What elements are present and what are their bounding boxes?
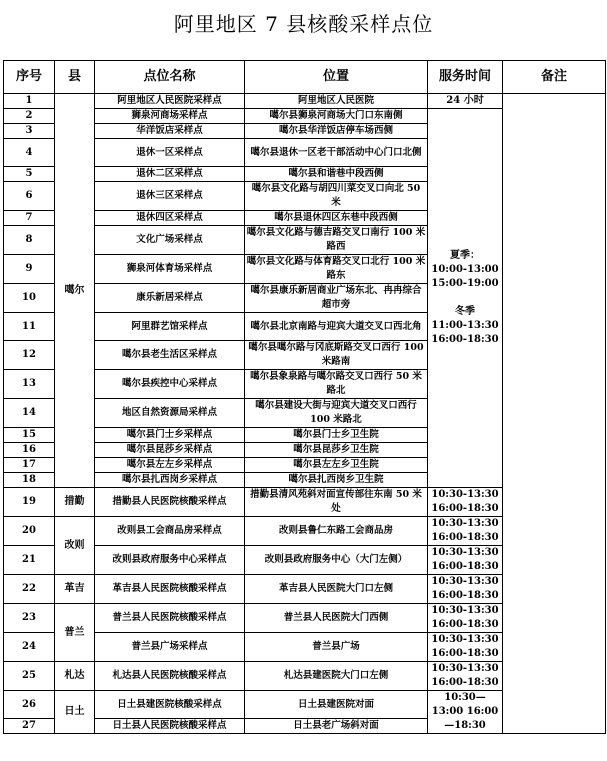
site-name-cell: 狮泉河体育场采样点	[95, 255, 245, 284]
row-index: 20	[4, 517, 55, 546]
site-name-cell: 噶尔县门士乡采样点	[95, 428, 245, 443]
table-row	[4, 94, 606, 109]
location-cell: 噶尔县退休一区老干部活动中心门口北侧	[245, 139, 428, 167]
site-name-cell: 改则县政府服务中心采样点	[95, 546, 245, 575]
site-name-cell: 噶尔县老生活区采样点	[95, 341, 245, 370]
row-index: 25	[4, 662, 55, 691]
location-cell: 噶尔县噶尔路与冈底斯路交叉口西行 100 米路南	[245, 341, 428, 370]
location-cell: 噶尔县文化路与体育路交叉口北行 100 米路东	[245, 255, 428, 284]
row-index: 21	[4, 546, 55, 575]
site-name-cell: 退休三区采样点	[95, 182, 245, 211]
row-index: 12	[4, 341, 55, 370]
service-time-cell-garr	[428, 109, 503, 488]
row-index: 15	[4, 428, 55, 443]
garr-hours-winter-label: 冬季	[455, 306, 475, 317]
header-index: 序号	[4, 61, 55, 94]
sampling-sites-table	[3, 60, 606, 734]
service-time-cell: 10:30-13:30 16:00-18:30	[428, 488, 503, 517]
site-name-cell: 日土县建医院核酸采样点	[95, 691, 245, 719]
row-index: 7	[4, 211, 55, 226]
row-index: 26	[4, 691, 55, 719]
location-cell: 噶尔县退休四区东巷中段西侧	[245, 211, 428, 226]
location-cell: 日土县老广场斜对面	[245, 719, 428, 734]
site-name-cell: 改则县工会商品房采样点	[95, 517, 245, 546]
garr-hours-summer-2: 15:00-19:00	[431, 278, 499, 289]
site-name-cell: 康乐新居采样点	[95, 284, 245, 313]
site-name-cell: 日土县人民医院核酸采样点	[95, 719, 245, 734]
site-name-cell: 噶尔县昆莎乡采样点	[95, 443, 245, 458]
site-name-cell: 文化广场采样点	[95, 226, 245, 255]
site-name-cell: 狮泉河商场采样点	[95, 109, 245, 124]
row-index: 24	[4, 633, 55, 662]
location-cell: 日土县建医院对面	[245, 691, 428, 719]
page-title: 阿里地区 7 县核酸采样点位	[173, 12, 434, 36]
row-index: 19	[4, 488, 55, 517]
header-row	[4, 61, 606, 94]
row-index: 6	[4, 182, 55, 211]
location-cell: 措勤县清风苑斜对面宣传部往东南 50 米处	[245, 488, 428, 517]
row-index: 9	[4, 255, 55, 284]
site-name-cell: 普兰县广场采样点	[95, 633, 245, 662]
location-cell: 噶尔县左左乡卫生院	[245, 458, 428, 473]
county-cell: 革吉	[55, 575, 95, 604]
location-cell: 改则县政府服务中心（大门左侧）	[245, 546, 428, 575]
header-county: 县	[55, 61, 95, 94]
site-name-cell: 退休一区采样点	[95, 139, 245, 167]
garr-hours-winter-1: 11:00-13:30	[431, 320, 499, 331]
row-index: 10	[4, 284, 55, 313]
service-time-cell: 10:30-13:30 16:00-18:30	[428, 633, 503, 662]
county-cell: 改则	[55, 517, 95, 575]
header-location: 位置	[245, 61, 428, 94]
site-name-cell: 阿里群艺馆采样点	[95, 313, 245, 341]
site-name-cell: 噶尔县疾控中心采样点	[95, 370, 245, 399]
row-index: 8	[4, 226, 55, 255]
service-time-cell: 10:30-13:30 16:00-18:30	[428, 604, 503, 633]
row-index: 3	[4, 124, 55, 139]
service-time-cell: 10:30—13:00 16:00—18:30	[428, 691, 503, 734]
county-cell: 普兰	[55, 604, 95, 662]
remarks-cell	[503, 94, 606, 734]
site-name-cell: 革吉县人民医院核酸采样点	[95, 575, 245, 604]
service-time-cell: 10:30-13:30 16:00-18:30	[428, 517, 503, 546]
location-cell: 噶尔县建设大街与迎宾大道交叉口西行 100 米路北	[245, 399, 428, 428]
location-cell: 噶尔县昆莎乡卫生院	[245, 443, 428, 458]
location-cell: 噶尔县扎西岗乡卫生院	[245, 473, 428, 488]
site-name-cell: 华洋饭店采样点	[95, 124, 245, 139]
row-index: 27	[4, 719, 55, 734]
location-cell: 噶尔县北京南路与迎宾大道交叉口西北角	[245, 313, 428, 341]
location-cell: 噶尔县狮泉河商场大门口东南侧	[245, 109, 428, 124]
row-index: 13	[4, 370, 55, 399]
site-name-cell: 噶尔县扎西岗乡采样点	[95, 473, 245, 488]
location-cell: 噶尔县文化路与德吉路交叉口南行 100 米路西	[245, 226, 428, 255]
county-cell: 札达	[55, 662, 95, 691]
site-name-cell: 退休四区采样点	[95, 211, 245, 226]
site-name-cell: 退休二区采样点	[95, 167, 245, 182]
service-time-cell: 10:30-13:30 16:00-18:30	[428, 575, 503, 604]
site-name-cell: 措勤县人民医院核酸采样点	[95, 488, 245, 517]
location-cell: 革吉县人民医院大门口左侧	[245, 575, 428, 604]
row-index: 16	[4, 443, 55, 458]
site-name-cell: 阿里地区人民医院采样点	[95, 94, 245, 109]
location-cell: 噶尔县和谐巷中段西侧	[245, 167, 428, 182]
hours-gap	[429, 291, 501, 305]
header-site-name: 点位名称	[95, 61, 245, 94]
location-cell: 札达县建医院大门口左侧	[245, 662, 428, 691]
garr-hours-winter-2: 16:00-18:30	[431, 334, 499, 345]
row-index: 4	[4, 139, 55, 167]
location-cell: 噶尔县文化路与胡四川菜交叉口向北 50 米	[245, 182, 428, 211]
service-time-cell: 10:30-13:30 16:00-18:30	[428, 546, 503, 575]
service-time-cell: 10:30-13:30 16:00-18:30	[428, 662, 503, 691]
location-cell: 普兰县人民医院大门西侧	[245, 604, 428, 633]
header-remarks: 备注	[503, 61, 606, 94]
row-index: 22	[4, 575, 55, 604]
county-cell: 措勤	[55, 488, 95, 517]
location-cell: 普兰县广场	[245, 633, 428, 662]
location-cell: 噶尔县华洋饭店停车场西侧	[245, 124, 428, 139]
county-cell: 噶尔	[55, 94, 95, 488]
row-index: 14	[4, 399, 55, 428]
location-cell: 改则县鲁仁东路工会商品房	[245, 517, 428, 546]
row-index: 17	[4, 458, 55, 473]
site-name-cell: 普兰县人民医院核酸采样点	[95, 604, 245, 633]
location-cell: 噶尔县康乐新居商业广场东北、冉冉综合超市旁	[245, 284, 428, 313]
site-name-cell: 噶尔县左左乡采样点	[95, 458, 245, 473]
site-name-cell: 地区自然资源局采样点	[95, 399, 245, 428]
service-time-cell: 24 小时	[428, 94, 503, 109]
location-cell: 噶尔县门士乡卫生院	[245, 428, 428, 443]
row-index: 2	[4, 109, 55, 124]
site-name-cell: 札达县人民医院核酸采样点	[95, 662, 245, 691]
county-cell: 日土	[55, 691, 95, 734]
location-cell: 噶尔县象泉路与噶尔路交叉口西行 50 米路北	[245, 370, 428, 399]
garr-hours-summer-1: 10:00-13:00	[431, 264, 499, 275]
row-index: 1	[4, 94, 55, 109]
garr-hours-summer-label: 夏季：	[450, 250, 480, 261]
header-service-time: 服务时间	[428, 61, 503, 94]
row-index: 11	[4, 313, 55, 341]
row-index: 23	[4, 604, 55, 633]
location-cell: 阿里地区人民医院	[245, 94, 428, 109]
row-index: 5	[4, 167, 55, 182]
row-index: 18	[4, 473, 55, 488]
